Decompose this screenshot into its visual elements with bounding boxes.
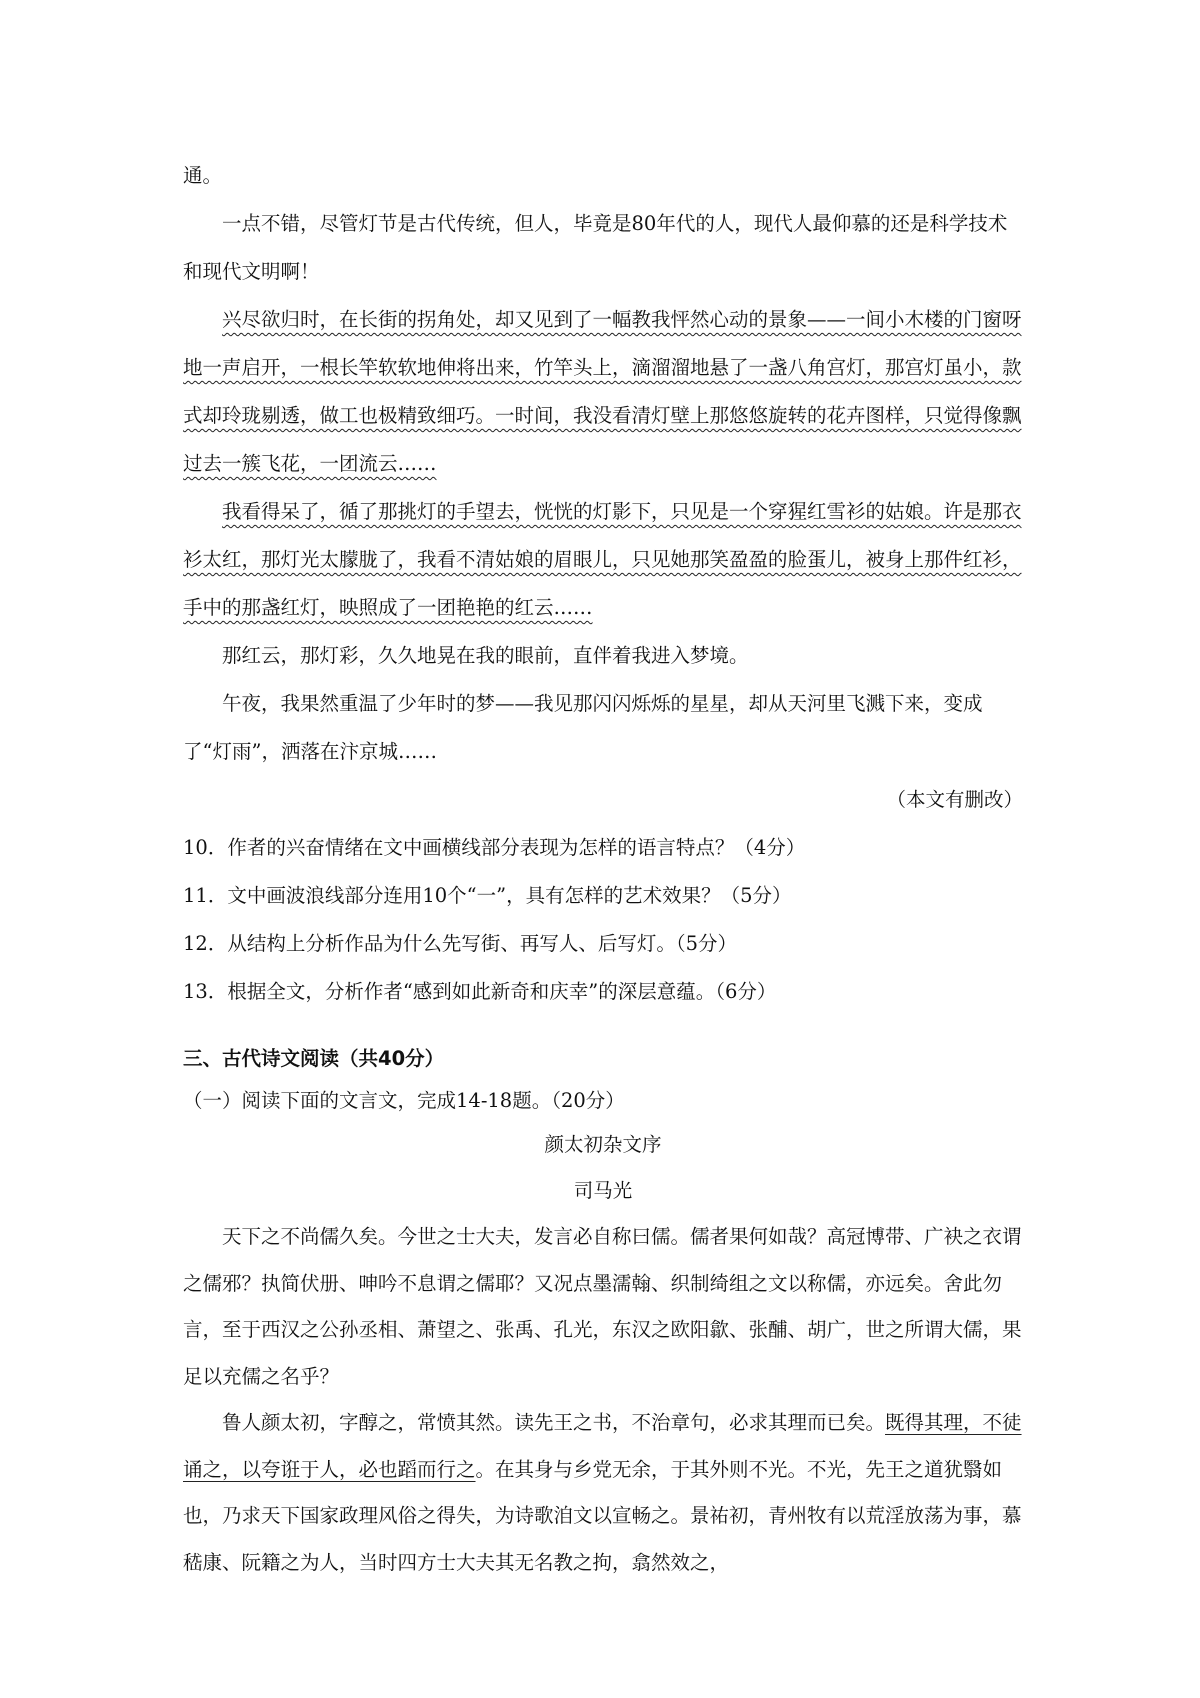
underlined-text: 既得其理，不徒诵之，以夸诳于人，必也蹈而行之 — [183, 1411, 1022, 1481]
paragraph-2-wavy — [183, 296, 1023, 488]
document-page — [183, 152, 1023, 1586]
classical-text-part: 鲁人颜太初，字醇之，常愤其然。读先王之书，不治章句，必求其理而已矣。 — [222, 1411, 886, 1434]
wavy-underlined-text: 兴尽欲归时，在长街的拐角处，却又见到了一幅教我怦然心动的景象——一间小木楼的门窗呀地一声启开，一根长竿软软地伸将出来，竹竿头上，滴溜溜地悬了一盏八角宫灯，那宫灯虽小，款式却玲珑剔透，做工也极精致细巧。一时间，我没看清灯壁上那悠悠旋转的花卉图样，只觉得像飘过去一簇飞花，一团流云…… — [183, 308, 1022, 475]
paragraph-0: 通。 — [183, 164, 223, 187]
paragraph-1: 一点不错，尽管灯节是古代传统，但人，毕竟是80年代的人，现代人最仰慕的还是科学技术和现代文明啊！ — [183, 212, 1008, 283]
section-heading: 三、古代诗文阅读（共40分） — [183, 1047, 445, 1070]
question-12: 12．从结构上分析作品为什么先写街、再写人、后写灯。（5分） — [183, 932, 737, 955]
question-10: 10．作者的兴奋情绪在文中画横线部分表现为怎样的语言特点？（4分） — [183, 836, 806, 859]
question-11: 11．文中画波浪线部分连用10个“一”，具有怎样的艺术效果？（5分） — [183, 884, 792, 907]
revision-note: （本文有删改） — [886, 788, 1023, 811]
classical-text-title: 颜太初杂文序 — [544, 1133, 662, 1156]
paragraph-5: 午夜，我果然重温了少年时的梦——我见那闪闪烁烁的星星，却从天河里飞溅下来，变成了“灯雨”，洒落在汴京城…… — [183, 692, 983, 763]
wavy-underlined-text: 我看得呆了，循了那挑灯的手望去，恍恍的灯影下，只见是一个穿猩红雪衫的姑娘。许是那衣衫太红，那灯光太朦胧了，我看不清姑娘的眉眼儿，只见她那笑盈盈的脸蛋儿，被身上那件红衫，手中的那盏红灯，映照成了一团艳艳的红云…… — [183, 500, 1022, 619]
paragraph-4: 那红云，那灯彩，久久地晃在我的眼前，直伴着我进入梦境。 — [222, 644, 749, 667]
classical-text-author: 司马光 — [573, 1179, 633, 1202]
classical-paragraph-1: 天下之不尚儒久矣。今世之士大夫，发言必自称曰儒。儒者果何如哉？高冠博带、广袂之衣谓之儒邪？执简伏册、呻吟不息谓之儒耶？又况点墨濡翰、织制绮组之文以称儒，亦远矣。舍此勿言，至于西汉之公孙丞相、萧望之、张禹、孔光，东汉之欧阳歙、张酺、胡广，世之所谓大儒，果足以充儒之名乎？ — [183, 1225, 1022, 1388]
section-instruction: （一）阅读下面的文言文，完成14-18题。（20分） — [183, 1089, 625, 1112]
classical-text-part: 。在其身与乡党无余，于其外则不光。不光，先王之道犹翳如也，乃求天下国家政理风俗之得失，为诗歌洎文以宣畅之。景祐初，青州牧有以荒淫放荡为事，慕嵇康、阮籍之为人，当时四方士大夫其无名教之拘，翕然效之， — [183, 1457, 1022, 1574]
paragraph-3-wavy — [183, 488, 1023, 632]
question-13: 13．根据全文，分析作者“感到如此新奇和庆幸”的深层意蕴。（6分） — [183, 980, 777, 1003]
classical-paragraph-2 — [183, 1400, 1023, 1586]
